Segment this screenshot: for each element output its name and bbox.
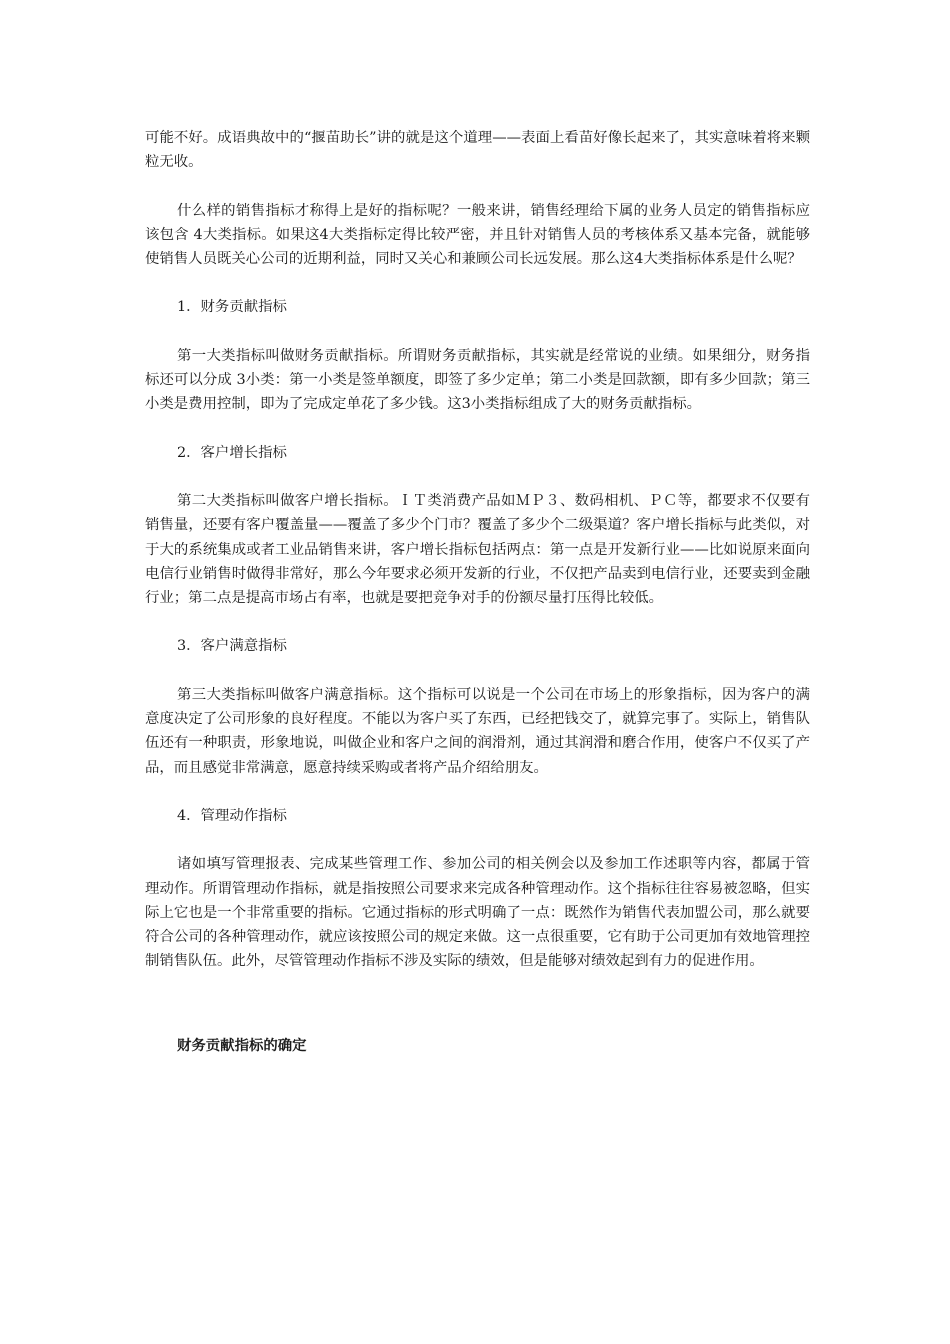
heading-management-actions: 4．管理动作指标: [177, 807, 287, 824]
spacer: [145, 271, 810, 295]
spacer: [145, 974, 810, 1034]
document-page: [145, 126, 810, 1058]
spacer: [145, 175, 810, 199]
spacer: [145, 465, 810, 489]
spacer: [145, 780, 810, 804]
spacer: [145, 417, 810, 441]
heading-customer-satisfaction: 3．客户满意指标: [177, 638, 287, 655]
paragraph-financial-contribution: 第一大类指标叫做财务贡献指标。所谓财务贡献指标，其实就是经常说的业绩。如果细分，财务指标还可以分成 3小类：第一小类是签单额度，即签了多少定单；第二小类是回款额，即有多少回款；第三小类是费用控制，即为了完成定单花了多少钱。这3小类指标组成了大的财务贡献指标。: [145, 347, 810, 413]
spacer: [145, 320, 810, 344]
paragraph-customer-satisfaction: 第三大类指标叫做客户满意指标。这个指标可以说是一个公司在市场上的形象指标，因为客户的满意度决定了公司形象的良好程度。不能以为客户买了东西，已经把钱交了，就算完事了。实际上，销售队伍还有一种职责，形象地说，叫做企业和客户之间的润滑剂，通过其润滑和磨合作用，使客户不仅买了产品，而且感觉非常满意，愿意持续采购或者将产品介绍给朋友。: [145, 686, 810, 776]
spacer: [145, 610, 810, 634]
spacer: [145, 659, 810, 683]
paragraph-management-actions: 诸如填写管理报表、完成某些管理工作、参加公司的相关例会以及参加工作述职等内容，都属于管理动作。所谓管理动作指标，就是指按照公司要求来完成各种管理动作。这个指标往往容易被忽略，但实际上它也是一个非常重要的指标。它通过指标的形式明确了一点：既然作为销售代表加盟公司，那么就要符合公司的各种管理动作，就应该按照公司的规定来做。这一点很重要，它有助于公司更加有效地管理控制销售队伍。此外，尽管管理动作指标不涉及实际的绩效，但是能够对绩效起到有力的促进作用。: [145, 856, 810, 970]
heading-financial-contribution: 1．财务贡献指标: [177, 299, 287, 316]
section-heading: 财务贡献指标的确定: [177, 1036, 307, 1054]
paragraph-intro-continuation: 可能不好。成语典故中的“揠苗助长”讲的就是这个道理——表面上看苗好像长起来了，其实意味着将来颗粒无收。: [145, 130, 810, 171]
paragraph-customer-growth: 第二大类指标叫做客户增长指标。ＩＴ类消费产品如ＭＰ３、数码相机、ＰＣ等，都要求不仅要有销售量，还要有客户覆盖量——覆盖了多少个门市？覆盖了多少个二级渠道？客户增长指标与此类似，对于大的系统集成或者工业品销售来讲，客户增长指标包括两点：第一点是开发新行业——比如说原来面向电信行业销售时做得非常好，那么今年要求必须开发新的行业，不仅把产品卖到电信行业，还要卖到金融行业；第二点是提高市场占有率，也就是要把竞争对手的份额尽量打压得比较低。: [145, 492, 810, 607]
heading-customer-growth: 2．客户增长指标: [177, 444, 287, 461]
spacer: [145, 828, 810, 852]
paragraph-four-categories: 什么样的销售指标才称得上是好的指标呢？一般来讲，销售经理给下属的业务人员定的销售指标应该包含 4大类指标。如果这4大类指标定得比较严密，并且针对销售人员的考核体系又基本完备，就能够使销售人员既关心公司的近期利益，同时又关心和兼顾公司长远发展。那么这4大类指标体系是什么呢？: [145, 202, 810, 268]
